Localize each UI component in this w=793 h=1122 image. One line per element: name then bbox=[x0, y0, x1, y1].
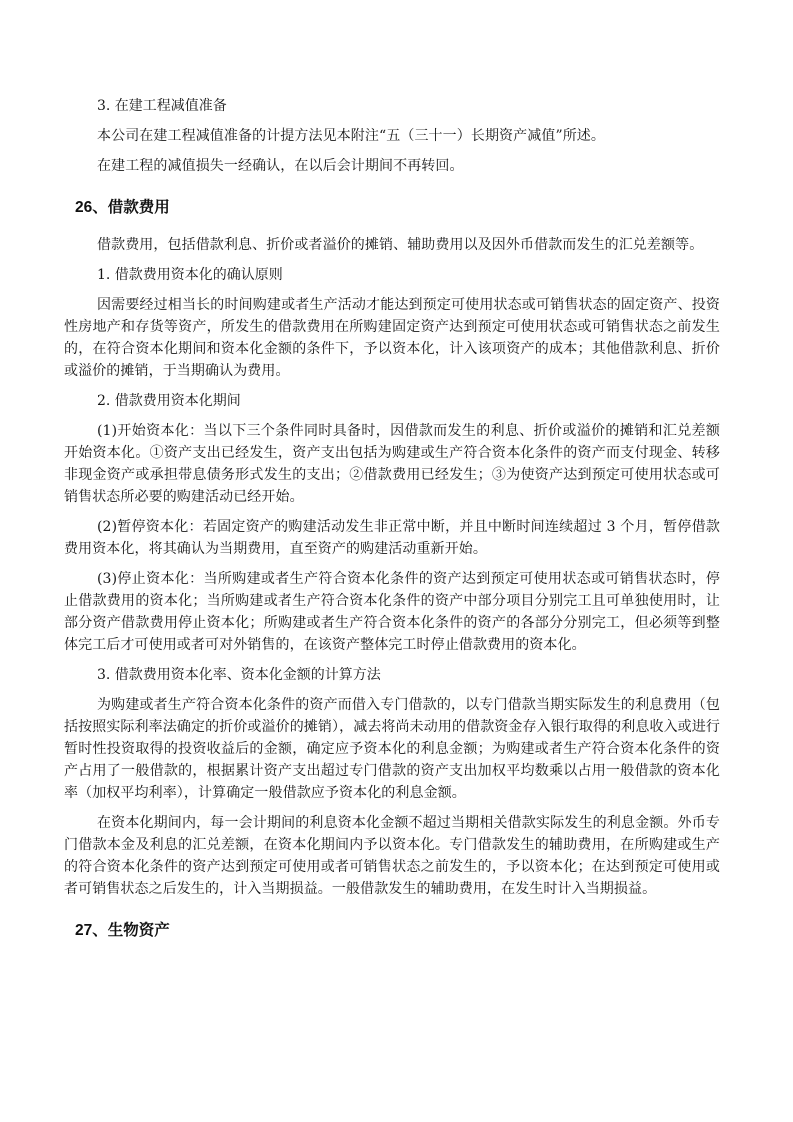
paragraph-capitalization-suspend: (2)暂停资本化：若固定资产的购建活动发生非正常中断，并且中断时间连续超过 3 个月，暂停借款费用资本化，将其确认为当期费用，直至资产的购建活动重新开始。 bbox=[64, 519, 720, 557]
document-content bbox=[64, 0, 720, 957]
paragraph-capitalization-amount-calculation: 为购建或者生产符合资本化条件的资产而借入专门借款的，以专门借款当期实际发生的利息费用（包括按照实际利率法确定的折价或溢价的摊销），减去将尚未动用的借款资金存入银行取得的利息收入或进行暂时性投资取得的投资收益后的金额，确定应予资本化的利息金额；为购建或者生产符合资本化条件的资产占用了一般借款的，根据累计资产支出超过专门借款的资产支出加权平均数乘以占用一般借款的资本化率（加权平均利率），计算确定一般借款应予资本化的利息金额。 bbox=[64, 697, 720, 801]
subheading-capitalization-period: 2. 借款费用资本化期间 bbox=[97, 393, 241, 409]
subheading-capitalization-recognition-principle: 1. 借款费用资本化的确认原则 bbox=[97, 267, 283, 283]
subheading-construction-impairment-provision: 3. 在建工程减值准备 bbox=[97, 98, 227, 114]
paragraph-capitalization-principle-detail: 因需要经过相当长的时间购建或者生产活动才能达到预定可使用状态或可销售状态的固定资产、投资性房地产和存货等资产，所发生的借款费用在所购建固定资产达到预定可使用状态或可销售状态之前发生的，在符合资本化期间和资本化金额的条件下，予以资本化，计入该项资产的成本；其他借款利息、折价或溢价的摊销，于当期确认为费用。 bbox=[64, 297, 720, 379]
paragraph-borrowing-costs-definition: 借款费用，包括借款利息、折价或者溢价的摊销、辅助费用以及因外币借款而发生的汇兑差额等。 bbox=[97, 237, 704, 253]
paragraph-capitalization-start: (1)开始资本化：当以下三个条件同时具备时，因借款而发生的利息、折价或溢价的摊销和汇兑差额开始资本化。①资产支出已经发生，资产支出包括为购建或生产符合资本化条件的资产而支付现金、转移非现金资产或承担带息债务形式发生的支出；②借款费用已经发生；③为使资产达到预定可使用状态或可销售状态所必要的购建活动已经开始。 bbox=[64, 423, 720, 505]
subheading-capitalization-rate-method: 3. 借款费用资本化率、资本化金额的计算方法 bbox=[97, 667, 381, 683]
paragraph-capitalization-stop: (3)停止资本化：当所购建或者生产符合资本化条件的资产达到预定可使用状态或可销售状态时，停止借款费用的资本化；当所购建或者生产符合资本化条件的资产中部分项目分别完工且可单独使用时，让部分资产借款费用停止资本化；所购建或者生产符合资本化条件的资产的各部分分别完工，但必须等到整体完工后才可使用或者可对外销售的，在该资产整体完工时停止借款费用的资本化。 bbox=[64, 571, 720, 653]
paragraph-capitalization-period-limits: 在资本化期间内，每一会计期间的利息资本化金额不超过当期相关借款实际发生的利息金额。外币专门借款本金及利息的汇兑差额，在资本化期间内予以资本化。专门借款发生的辅助费用，在所购建或生产的符合资本化条件的资产达到预定可使用或者可销售状态之前发生的，予以资本化；在达到预定可使用或者可销售状态之后发生的，计入当期损益。一般借款发生的辅助费用，在发生时计入当期损益。 bbox=[64, 815, 720, 897]
section-heading-27-biological-assets: 27、生物资产 bbox=[75, 922, 170, 939]
paragraph-impairment-method: 本公司在建工程减值准备的计提方法见本附注“五（三十一）长期资产减值”所述。 bbox=[97, 128, 606, 144]
paragraph-impairment-no-reversal: 在建工程的减值损失一经确认，在以后会计期间不再转回。 bbox=[97, 158, 464, 174]
section-heading-26-borrowing-costs: 26、借款费用 bbox=[75, 199, 170, 216]
